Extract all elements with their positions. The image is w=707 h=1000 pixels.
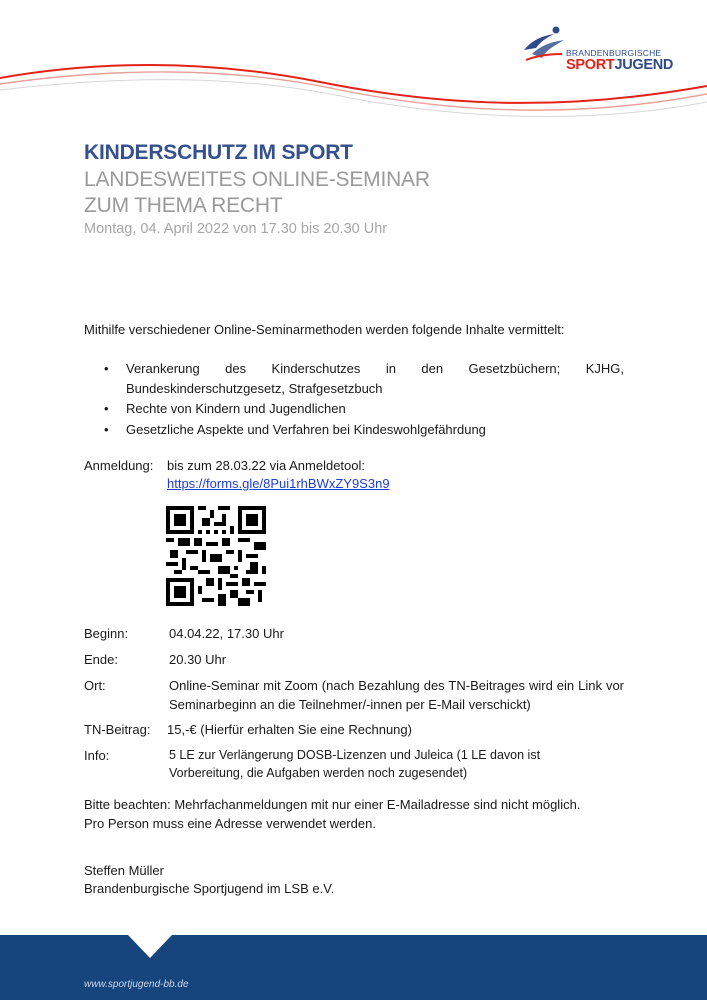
sportjugend-logo [520,24,680,74]
beginn-value: 04.04.22, 17.30 Uhr [169,626,284,641]
logo-text-sport: SPORT [566,57,615,73]
subtitle-line-1: LANDESWEITES ONLINE-SEMINAR [84,168,430,191]
beitrag-value: 15,-€ (Hierfür erhalten Sie eine Rechnung) [167,722,412,737]
qr-code-icon[interactable] [166,506,266,606]
ende-label: Ende: [84,652,118,667]
note-line-1: Bitte beachten: Mehrfachanmeldungen mit nur einer E-Mailadresse sind nicht möglich. [84,797,581,812]
content-list [100,359,624,440]
athlete-swoosh-icon [520,24,568,68]
event-date: Montag, 04. April 2022 von 17.30 bis 20.30 Uhr [84,221,388,237]
note-line-2: Pro Person muss eine Adresse verwendet werden. [84,816,376,831]
info-label: Info: [84,748,110,763]
footer-notch-decoration [0,920,707,960]
signature-org: Brandenburgische Sportjugend im LSB e.V. [84,881,335,896]
logo-text-sportjugend [566,57,673,73]
logo-text-brandenburgische: BRANDENBURGISCHE [566,48,662,58]
list-item: • Verankerung des Kinderschutzes in den Gesetzbüchern; KJHG, Bundeskinderschutzgesetz, Strafgesetzbuch [100,359,624,398]
signature-name: Steffen Müller [84,863,164,878]
info-value: 5 LE zur Verlängerung DOSB-Lizenzen und Juleica (1 LE davon ist Vorbereitung, die Aufgaben werden noch zugesendet) [169,748,541,780]
page-title: KINDERSCHUTZ IM SPORT [84,141,353,164]
beitrag-label: TN-Beitrag: [84,722,151,737]
registration-label: Anmeldung: [84,458,154,473]
intro-text: Mithilfe verschiedener Online-Seminarmethoden werden folgende Inhalte vermittelt: [84,322,565,337]
ort-value: Online-Seminar mit Zoom (nach Bezahlung des TN-Beitrages wird ein Link vor Seminarbeginn an die Teilnehmer/-innen per E-Mail verschickt) [169,678,624,712]
ende-value: 20.30 Uhr [169,652,227,667]
registration-link[interactable]: https://forms.gle/8Pui1rhBWxZY9S3n9 [167,476,390,491]
beginn-label: Beginn: [84,626,129,641]
footer-website-link[interactable]: www.sportjugend-bb.de [84,979,189,990]
registration-text: bis zum 28.03.22 via Anmeldetool: [167,458,366,473]
list-item: • Gesetzliche Aspekte und Verfahren bei Kindeswohlgefährdung [100,420,624,440]
subtitle-line-2: ZUM THEMA RECHT [84,194,283,217]
list-item: • Rechte von Kindern und Jugendlichen [100,399,624,419]
logo-text-jugend: JUGEND [614,57,674,73]
ort-label: Ort: [84,678,106,693]
